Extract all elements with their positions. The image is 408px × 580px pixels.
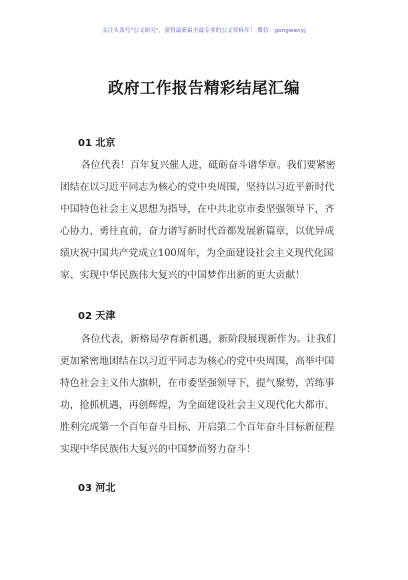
paragraph-line: 实现中华民族伟大复兴的中国梦而努力奋斗！ [60,444,256,455]
section-body-tianjin [60,329,345,461]
paragraph-line: 各位代表，新格局孕育新机遇，新阶段展现新作为。让我们 [81,334,336,345]
paragraph-line: 更加紧密地团结在以习近平同志为核心的党中央周围，高举中国 [60,356,335,367]
paragraph-line: 团结在以习近平同志为核心的党中央周围，坚持以习近平新时代 [60,182,335,193]
paragraph-line: 绩庆祝中国共产党成立100周年，为全面建设社会主义现代化国 [60,248,334,259]
paragraph-line: 特色社会主义伟大旗帜，在市委坚强领导下，提气聚势，苦练事 [60,378,335,389]
paragraph-line: 家、实现中华民族伟大复兴的中国梦作出新的更大贡献！ [60,270,305,281]
paragraph-line: 功，抢抓机遇，再创辉煌，为全面建设社会主义现代化大都市、 [60,400,335,411]
section-heading-hebei: 03 河北 [78,483,116,494]
section-body-beijing [60,155,345,287]
paragraph-line: 各位代表！百年复兴催人进，砥砺奋斗谱华章。我们要紧密 [81,160,336,171]
paragraph-line: 胜利完成第一个百年奋斗目标、开启第二个百年奋斗目标新征程 [60,422,335,433]
section-heading-tianjin: 02 天津 [78,311,116,322]
section-heading-beijing: 01 北京 [78,138,116,149]
paragraph-line: 中国特色社会主义思想为指导，在中共北京市委坚强领导下，齐 [60,204,335,215]
header-banner: 关注头条号"公文研究"，获得最新最全最专业的公文资料库！ 微信：gongwenyj [102,28,306,34]
document-title: 政府工作报告精彩结尾汇编 [107,79,300,97]
paragraph-line: 心协力、勇往直前，奋力谱写新时代首都发展新篇章，以优异成 [60,226,335,237]
